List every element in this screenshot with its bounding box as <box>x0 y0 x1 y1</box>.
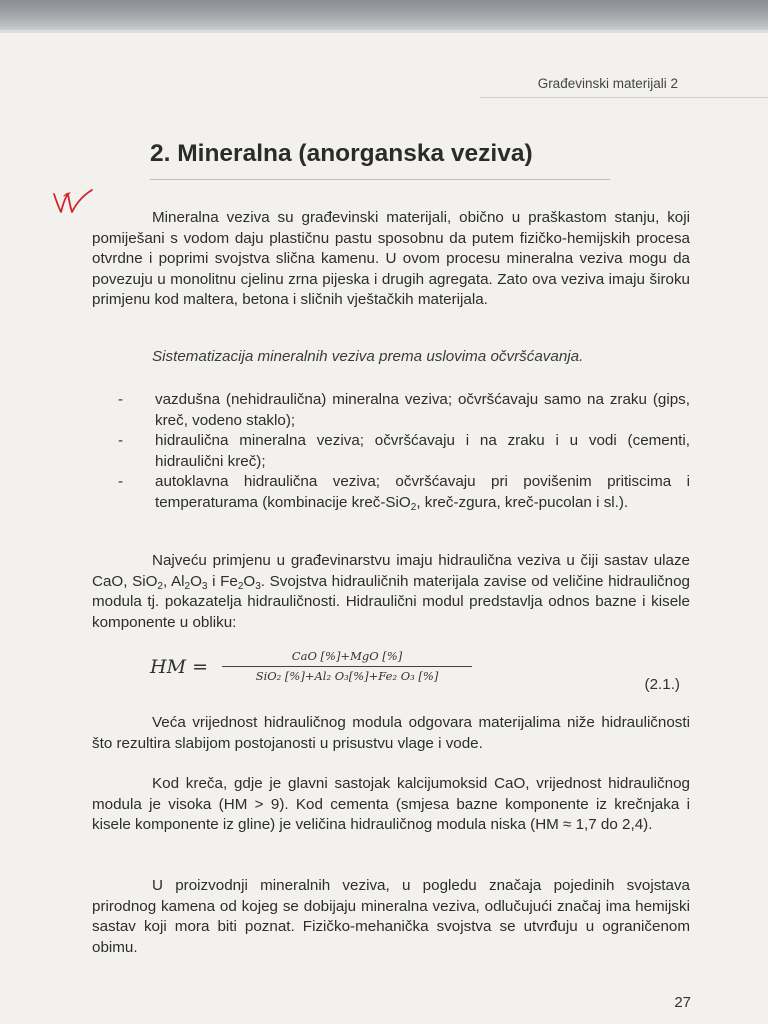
running-header: Građevinski materijali 2 <box>537 76 678 91</box>
production-paragraph: U proizvodnji mineralnih veziva, u pogledu značaja pojedinih svojstava prirodnog kamena od kojeg se dobijaju mineralna veziva, odlučujući značaj ima hemijski sastav koji mora biti poznat. Fizičko-mehanička svojstva se utvrđuju u ograničenom obimu. <box>92 877 690 956</box>
text-run: . Svojstva hidrauličnih materijala zavise od veličine hidrauličnog modula tj. pokazatelja hidrauličnosti. Hidraulični modul predstavlja odnos bazne i kisele komponente u obliku: <box>92 572 690 631</box>
list-item-air-binders <box>92 390 690 431</box>
intro-paragraph: Mineralna veziva su građevinski materijali, obično u praškastom stanju, koji pomiješani s vodom daju plastičnu pastu sposobnu da putem fizičko-hemijskih procesa otvrdne i poprimi svojstva slična kamenu. U ovom procesu mineralna veziva mogu da povezuju u monolitnu cjelinu zrna pijeska i drugih agregata. Zato ova veziva imaju široku primjenu kod maltera, betona i sličnih vještačkih materijala. <box>92 209 690 309</box>
systematization-heading: Sistematizacija mineralnih veziva prema uslovima očvršćavanja. <box>152 348 584 365</box>
equation-number: (2.1.) <box>644 676 680 693</box>
subscript: 2 <box>157 580 163 592</box>
list-dash: - <box>118 432 124 450</box>
list-item-text-before: autoklavna hidraulična veziva; očvršćavaju pri povišenim pritiscima i temperaturama (kombinacije kreč-SiO <box>155 473 690 511</box>
header-rule <box>480 97 768 98</box>
text-run: O <box>190 572 202 590</box>
list-item-text: vazdušna (nehidraulična) mineralna veziva; očvršćavaju samo na zraku (gips, kreč, vodeno staklo); <box>155 391 690 429</box>
formula-lhs: HM = <box>150 656 208 678</box>
subscript: 2 <box>184 580 191 592</box>
title-rule <box>150 179 610 180</box>
chapter-title: 2. Mineralna (anorganska veziva) <box>150 140 533 167</box>
text-run: , Al <box>162 572 185 590</box>
subscript: 2 <box>237 580 244 592</box>
list-item-text: hidraulična mineralna veziva; očvršćavaju i na zraku i u vodi (cementi, hidraulični kreč); <box>155 432 690 470</box>
hydraulic-modulus-formula <box>150 648 690 698</box>
scanner-top-bar <box>0 0 768 30</box>
text-run: i Fe <box>207 572 238 590</box>
page-number: 27 <box>674 994 691 1011</box>
formula-fraction <box>222 648 472 685</box>
subscript: 3 <box>255 580 261 592</box>
text-run: Najveću primjenu u građevinarstvu imaju hidraulična veziva u čiji sastav ulaze CaO, SiO <box>92 552 690 590</box>
subscript: 3 <box>201 580 208 592</box>
list-item-text-after: , kreč-zgura, kreč-pucolan i sl.). <box>416 493 629 511</box>
list-item-hydraulic-binders <box>92 431 690 472</box>
scanner-edge-strip <box>0 30 768 33</box>
subscript: 2 <box>410 501 417 513</box>
list-dash: - <box>118 473 124 491</box>
list-item-autoclave-binders <box>92 472 690 513</box>
lime-cement-paragraph: Kod kreča, gdje je glavni sastojak kalcijumoksid CaO, vrijednost hidrauličnog modula je visoka (HM > 9). Kod cementa (smjesa bazne komponente iz krečnjaka i kisele komponente iz gline) je veličina hidrauličnog modula niska (HM ≈ 1,7 do 2,4). <box>92 775 690 834</box>
binder-classification-list <box>92 390 690 514</box>
text-run: O <box>243 572 256 590</box>
formula-denominator: SiO₂ [%]+Al₂ O₃[%]+Fe₂ O₃ [%] <box>255 669 439 683</box>
handwritten-checkmark-annotation <box>52 188 94 218</box>
fraction-bar <box>222 666 472 667</box>
modulus-interpretation-paragraph: Veća vrijednost hidrauličnog modula odgovara materijalima niže hidrauličnosti što rezultira slabijom postojanosti u prisustvu vlage i vode. <box>92 714 690 752</box>
list-dash: - <box>118 391 124 408</box>
hydraulic-binders-paragraph <box>92 551 690 633</box>
formula-numerator: CaO [%]+MgO [%] <box>291 649 403 663</box>
